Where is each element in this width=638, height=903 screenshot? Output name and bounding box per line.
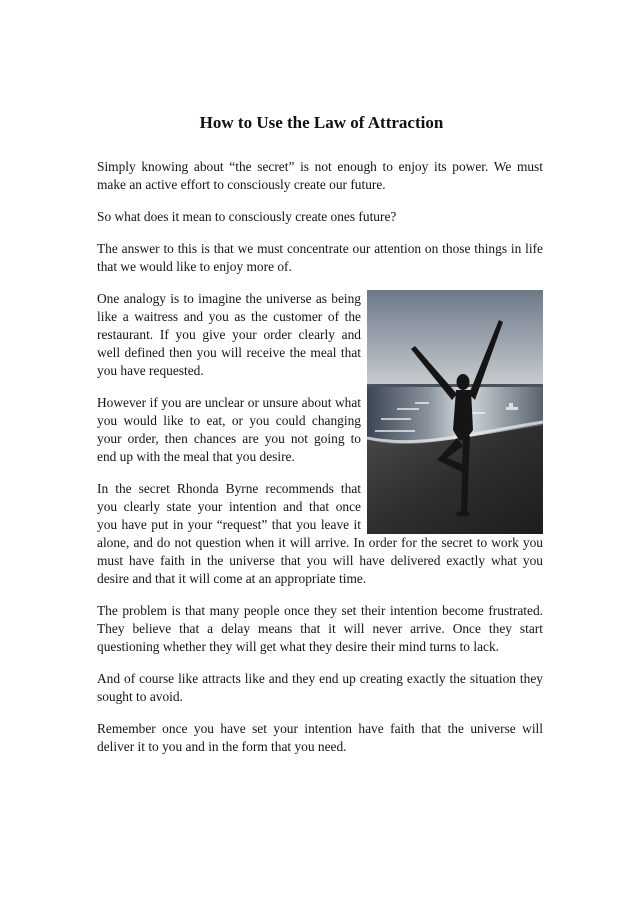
paragraph-8: And of course like attracts like and they end up creating exactly the situation they sought to avoid.	[97, 671, 543, 704]
page-title: How to Use the Law of Attraction	[199, 113, 444, 132]
paragraph-9: Remember once you have set your intention have faith that the universe will deliver it to you and in the form that you need.	[97, 721, 543, 754]
sky-area	[367, 290, 543, 386]
yoga-beach-photo	[367, 290, 543, 534]
paragraph-4: One analogy is to imagine the universe as being like a waitress and you as the customer of the restaurant. If you give your order clearly and well defined then you will receive the meal that you have requested.	[97, 291, 361, 378]
paragraph-2: So what does it mean to consciously create ones future?	[97, 209, 397, 224]
paragraph-1: Simply knowing about “the secret” is not enough to enjoy its power. We must make an active effort to consciously create our future.	[97, 159, 543, 192]
document-body	[97, 112, 543, 770]
paragraph-6: In the secret Rhonda Byrne recommends that you clearly state your intention and that once you have put in your “request” that you leave it alone, and do not question when it will arrive. In order for the secret to work you must have faith in the universe that you will have delivered exactly what you desire and that it will come at an appropriate time.	[97, 481, 543, 586]
paragraph-5: However if you are unclear or unsure about what you would like to eat, or you could changing your order, then chances are you not going to end up with the meal that you desire.	[97, 395, 361, 464]
yoga-silhouette-image	[367, 290, 543, 534]
paragraph-7: The problem is that many people once they set their intention become frustrated. They believe that a delay means that it will never arrive. Once they start questioning whether they will get what they desire their mind turns to lack.	[97, 603, 543, 654]
paragraph-3: The answer to this is that we must concentrate our attention on those things in life that we would like to enjoy more of.	[97, 241, 543, 274]
